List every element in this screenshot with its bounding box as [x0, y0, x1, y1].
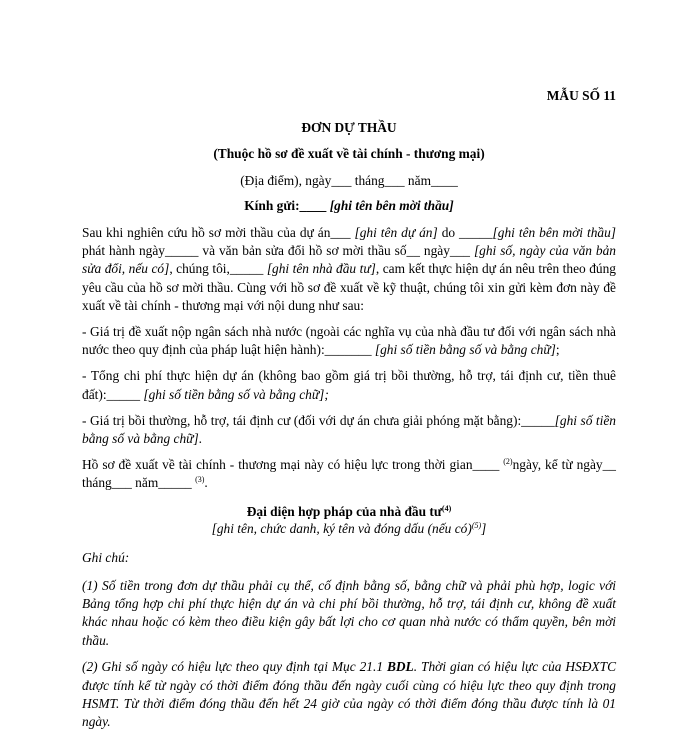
- item-text: ;: [555, 342, 560, 358]
- intro-text: do _____: [437, 225, 493, 240]
- intro-text: , chúng tôi,_____: [169, 261, 267, 277]
- place-date-line: (Địa điểm), ngày___ tháng___ năm____: [240, 173, 458, 188]
- note-bdl-ref: BDL: [386, 659, 414, 675]
- item-text: - Tổng chi phí thực hiện dự án (không bao gồm giá trị bồi thường, hỗ trợ, tái định cư, tiền thuê đất):_____: [82, 368, 616, 402]
- amount-placeholder: [ghi số tiền bằng số và bằng chữ]: [374, 342, 556, 358]
- validity-text: ngày, kể từ ngày__ tháng___ năm_____: [82, 457, 616, 491]
- footnote-ref: (3): [195, 475, 205, 485]
- intro-text: phát hành ngày_____ và văn bản sửa đổi hồ sơ mời thầu số__ ngày___: [82, 243, 474, 259]
- note-1: (1) Số tiền trong đơn dự thầu phải cụ thể, cố định bằng số, bằng chữ và phải phù hợp, logic với Bảng tổng hợp chi phí thực hiện dự án và chi phí bồi thường, hỗ trợ, tái định cư, không đề xuất khác nhau hoặc có kèm theo điều kiện gây bất lợi cho cơ quan nhà nước có thẩm quyền, bên mời thầu.: [82, 577, 616, 648]
- document-title: ĐƠN DỰ THẦU: [301, 120, 397, 135]
- footnote-ref: (4): [441, 503, 452, 513]
- document-subtitle: (Thuộc hồ sơ đề xuất về tài chính - thương mại): [213, 146, 485, 161]
- item-text: .: [198, 431, 203, 447]
- signature-hint-text: [ghi tên, chức danh, ký tên và đóng dấu (nếu có): [211, 520, 472, 536]
- compensation-item: [82, 412, 616, 448]
- signature-title: [82, 503, 616, 520]
- intro-text: Sau khi nghiên cứu hồ sơ mời thầu của dự án___: [82, 225, 355, 240]
- intro-paragraph: [82, 224, 616, 315]
- validity-paragraph: [82, 456, 616, 492]
- item-text: - Giá trị đề xuất nộp ngân sách nhà nước (ngoài các nghĩa vụ của nhà đầu tư đối với ngân sách nhà nước theo quy định của pháp luật hiện hành):_______: [82, 324, 616, 358]
- amendment-placeholder: [ghi số, ngày của văn bản sửa đổi, nếu có]: [82, 243, 616, 277]
- validity-text: Hồ sơ đề xuất về tài chính - thương mại này có hiệu lực trong thời gian____: [82, 457, 504, 473]
- validity-text: .: [204, 475, 208, 491]
- notes-heading: Ghi chú:: [82, 549, 130, 565]
- total-cost-item: [82, 367, 616, 403]
- budget-contribution-item: [82, 323, 616, 359]
- footnote-ref: (5): [471, 520, 482, 530]
- addressee-label: Kính gửi:____: [244, 198, 327, 213]
- inviter-name-placeholder: [ghi tên bên mời thầu]: [492, 225, 617, 240]
- note-text: (2) Ghi số ngày có hiệu lực theo quy định tại Mục 21.1: [82, 659, 387, 675]
- signature-hint-text: ]: [481, 520, 487, 536]
- addressee-placeholder: [ghi tên bên mời thầu]: [329, 198, 454, 213]
- item-text: - Giá trị bồi thường, hỗ trợ, tái định cư (đối với dự án chưa giải phóng mặt bằng):_____: [82, 412, 555, 428]
- note-text: . Thời gian có hiệu lực của HSĐXTC được tính kể từ ngày có thời điểm đóng thầu đến ngày cuối cùng có hiệu lực theo quy định trong HSMT. Từ thời điểm đóng thầu đến hết 24 giờ của ngày có thời điểm đóng thầu được tính là 01 ngày.: [82, 659, 617, 730]
- form-number: MẪU SỐ 11: [546, 88, 616, 103]
- amount-placeholder: [ghi số tiền bằng số và bằng chữ];: [143, 386, 329, 402]
- amount-placeholder: [ghi số tiền bằng số và bằng chữ]: [82, 412, 616, 447]
- project-name-placeholder: [ghi tên dự án]: [354, 225, 438, 240]
- investor-name-placeholder: [ghi tên nhà đầu tư]: [266, 261, 376, 277]
- document-page: [82, 86, 616, 732]
- note-2: [82, 658, 616, 732]
- signature-title-text: Đại diện hợp pháp của nhà đầu tư: [246, 503, 442, 519]
- intro-text: , cam kết thực hiện dự án nêu trên theo đúng yêu cầu của hồ sơ mời thầu. Cùng với hồ sơ đề xuất về kỹ thuật, chúng tôi xin gửi kèm đơn này đề xuất về tài chính - thương mại với nội dung như sau:: [82, 261, 616, 313]
- addressee-line: [82, 196, 616, 216]
- signature-instructions: [82, 520, 616, 537]
- footnote-ref: (2): [503, 457, 513, 467]
